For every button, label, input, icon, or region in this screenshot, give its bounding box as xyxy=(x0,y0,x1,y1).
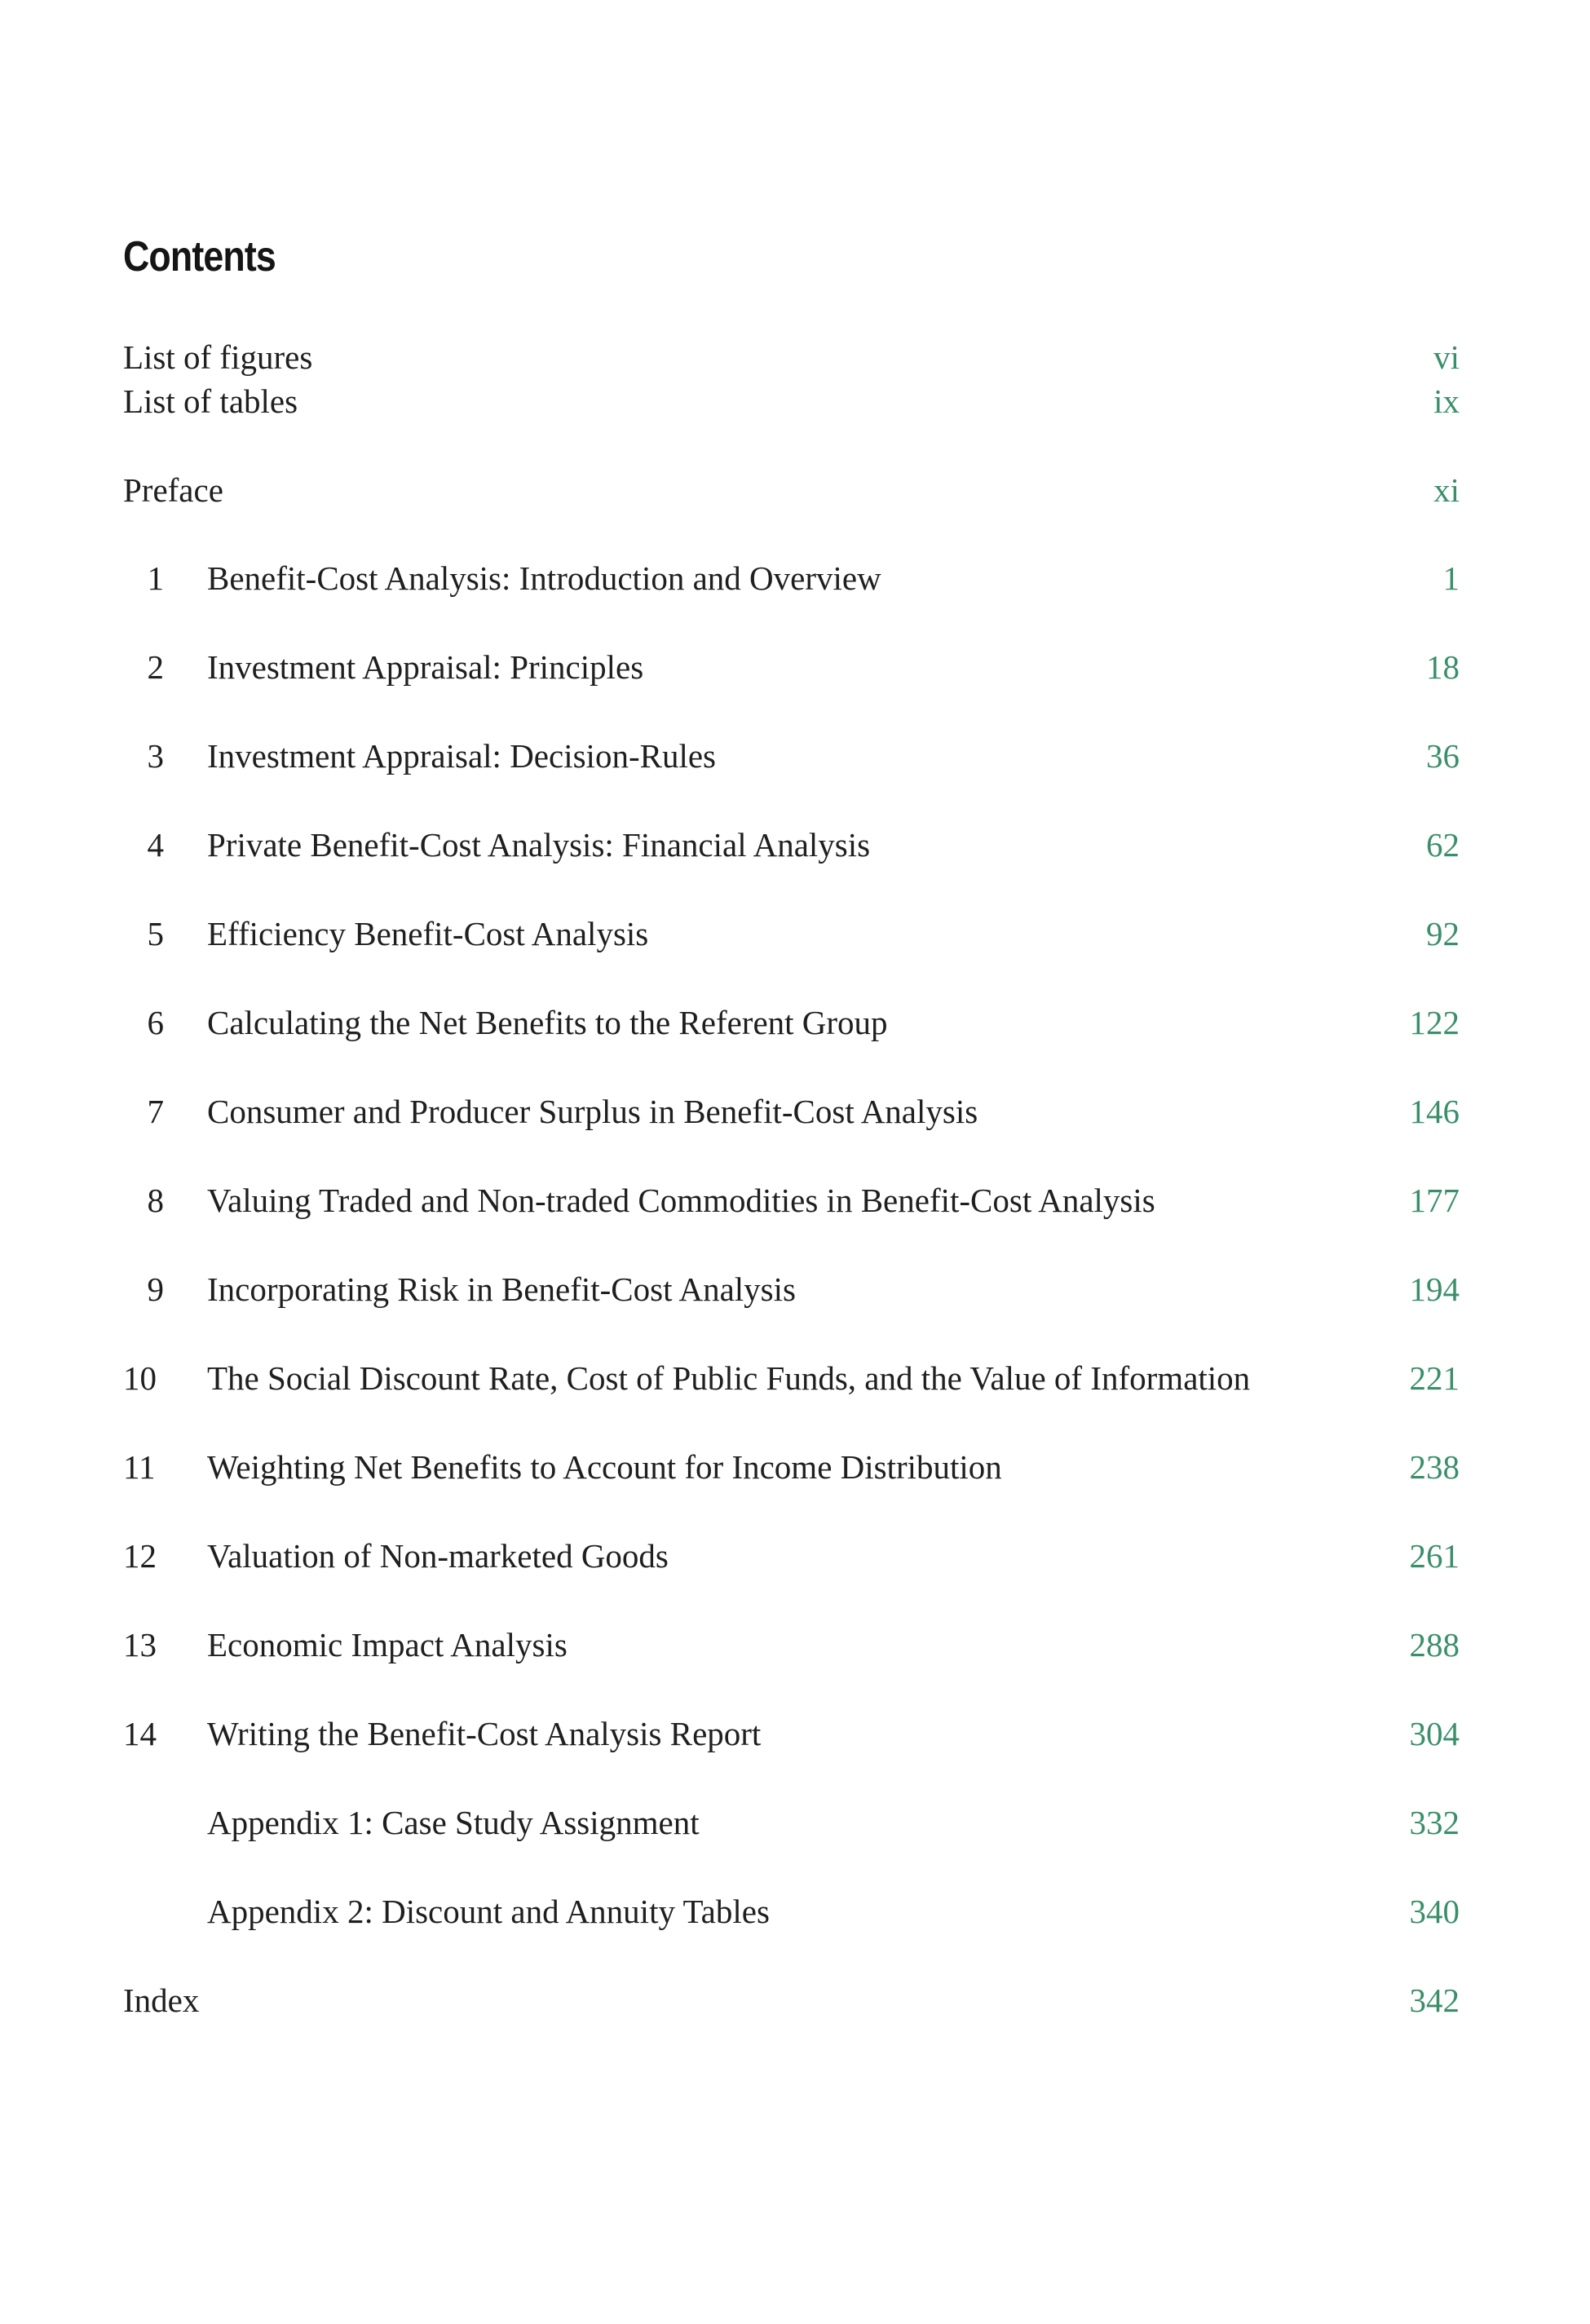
entry-title: Incorporating Risk in Benefit-Cost Analysis xyxy=(207,1270,796,1308)
entry-page-number: 122 xyxy=(1409,1004,1460,1041)
entry-title: Index xyxy=(123,1982,200,2019)
entry-page-number: 261 xyxy=(1409,1537,1460,1575)
toc-entry-chapter-9[interactable] xyxy=(123,1266,1460,1315)
toc-entry-chapter-4[interactable] xyxy=(123,822,1460,871)
toc-entry-chapter-6[interactable] xyxy=(123,1000,1460,1049)
chapter-number: 14 xyxy=(123,1715,157,1752)
entry-title: Economic Impact Analysis xyxy=(207,1626,568,1663)
chapter-number: 12 xyxy=(123,1537,157,1575)
toc-entry-list-of-figures[interactable] xyxy=(123,334,1460,383)
toc-entry-chapter-12[interactable] xyxy=(123,1533,1460,1582)
toc-entry-appendix-2[interactable] xyxy=(123,1889,1460,1937)
entry-page-number: 92 xyxy=(1426,915,1460,952)
entry-page-number: 62 xyxy=(1426,826,1460,864)
toc-entry-chapter-10[interactable] xyxy=(123,1355,1460,1404)
entry-title: List of tables xyxy=(123,382,298,420)
chapter-number: 9 xyxy=(147,1270,164,1308)
entry-page-number: 332 xyxy=(1409,1804,1460,1841)
toc-entry-chapter-2[interactable] xyxy=(123,644,1460,693)
entry-title: Investment Appraisal: Decision-Rules xyxy=(207,737,716,775)
entry-title: Valuing Traded and Non-traded Commodities in Benefit-Cost Analysis xyxy=(207,1182,1155,1219)
entry-page-number: 304 xyxy=(1409,1715,1460,1752)
chapter-number: 5 xyxy=(147,915,164,952)
entry-title: Efficiency Benefit-Cost Analysis xyxy=(207,915,649,952)
entry-page-number: 340 xyxy=(1409,1893,1460,1930)
entry-title: Calculating the Net Benefits to the Referent Group xyxy=(207,1004,888,1041)
entry-page-number: vi xyxy=(1433,338,1460,376)
entry-title: Benefit-Cost Analysis: Introduction and Overview xyxy=(207,559,881,597)
toc-entry-chapter-1[interactable] xyxy=(123,555,1460,604)
chapter-number: 13 xyxy=(123,1626,157,1663)
entry-page-number: 18 xyxy=(1426,648,1460,686)
entry-title: Private Benefit-Cost Analysis: Financial Analysis xyxy=(207,826,871,864)
entry-page-number: 1 xyxy=(1442,559,1460,597)
toc-entry-chapter-14[interactable] xyxy=(123,1711,1460,1760)
toc-entry-chapter-7[interactable] xyxy=(123,1089,1460,1138)
chapter-number: 7 xyxy=(147,1093,164,1130)
entry-page-number: 194 xyxy=(1409,1270,1460,1308)
toc-entry-appendix-1[interactable] xyxy=(123,1800,1460,1849)
chapter-number: 2 xyxy=(147,648,164,686)
entry-title: Investment Appraisal: Principles xyxy=(207,648,644,686)
entry-title: Appendix 2: Discount and Annuity Tables xyxy=(207,1893,770,1930)
toc-entry-chapter-8[interactable] xyxy=(123,1177,1460,1226)
entry-title: Valuation of Non-marketed Goods xyxy=(207,1537,669,1575)
entry-page-number: 288 xyxy=(1409,1626,1460,1663)
chapter-number: 8 xyxy=(147,1182,164,1219)
chapter-number: 3 xyxy=(147,737,164,775)
toc-entry-list-of-tables[interactable] xyxy=(123,378,1460,427)
toc-entry-chapter-13[interactable] xyxy=(123,1622,1460,1671)
entry-title: The Social Discount Rate, Cost of Public Funds, and the Value of Information xyxy=(207,1359,1251,1397)
entry-title: List of figures xyxy=(123,338,313,376)
entry-page-number: ix xyxy=(1433,382,1460,420)
page-title: Contents xyxy=(123,233,276,281)
entry-title: Appendix 1: Case Study Assignment xyxy=(207,1804,700,1841)
entry-page-number: 177 xyxy=(1409,1182,1460,1219)
entry-page-number: 238 xyxy=(1409,1448,1460,1486)
entry-page-number: 146 xyxy=(1409,1093,1460,1130)
chapter-number: 10 xyxy=(123,1359,157,1397)
entry-page-number: 36 xyxy=(1426,737,1460,775)
chapter-number: 6 xyxy=(147,1004,164,1041)
toc-entry-index[interactable] xyxy=(123,1977,1460,2026)
entry-title: Weighting Net Benefits to Account for Income Distribution xyxy=(207,1448,1002,1486)
entry-title: Preface xyxy=(123,471,223,509)
entry-page-number: 342 xyxy=(1409,1982,1460,2019)
toc-entry-preface[interactable] xyxy=(123,467,1460,516)
chapter-number: 1 xyxy=(147,559,164,597)
chapter-number: 4 xyxy=(147,826,164,864)
toc-entry-chapter-5[interactable] xyxy=(123,911,1460,960)
entry-title: Consumer and Producer Surplus in Benefit-Cost Analysis xyxy=(207,1093,978,1130)
entry-page-number: xi xyxy=(1433,471,1460,509)
entry-page-number: 221 xyxy=(1409,1359,1460,1397)
entry-title: Writing the Benefit-Cost Analysis Report xyxy=(207,1715,762,1752)
chapter-number: 11 xyxy=(123,1448,156,1486)
toc-entry-chapter-3[interactable] xyxy=(123,733,1460,782)
toc-entry-chapter-11[interactable] xyxy=(123,1444,1460,1493)
